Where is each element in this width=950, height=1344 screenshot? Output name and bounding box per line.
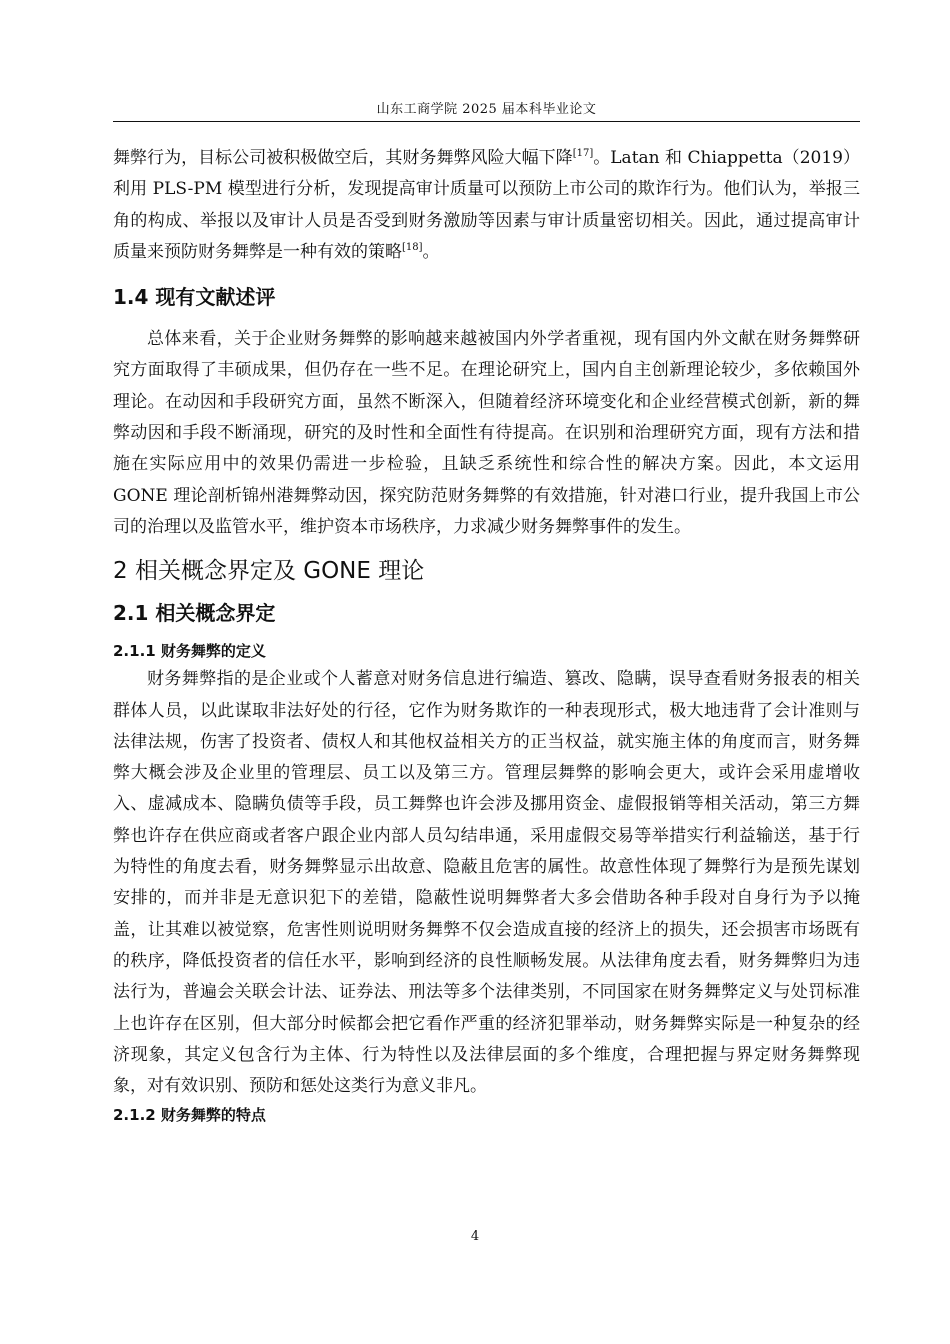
intro-paragraph [113,143,860,268]
intro-text-a: 舞弊行为，目标公司被积极做空后，其财务舞弊风险大幅下降 [113,148,573,168]
intro-text-b: 。Latan 和 Chiappetta（2019）利用 PLS-PM 模型进行分析，发现提高审计质量可以预防上市公司的欺诈行为。他们认为，举报三角的构成、举报以及审计人员是否受到财务激励等因素与审计质量密切相关。因此，通过提高审计质量来预防财务舞弊是一种有效的策略 [113,148,860,262]
section-2-1-1-heading: 2.1.1 财务舞弊的定义 [113,642,266,661]
section-2-1-2-heading: 2.1.2 财务舞弊的特点 [113,1106,266,1125]
section-1-4-paragraph: 总体来看，关于企业财务舞弊的影响越来越被国内外学者重视，现有国内外文献在财务舞弊研究方面取得了丰硕成果，但仍存在一些不足。在理论研究上，国内自主创新理论较少，多依赖国外理论。在动因和手段研究方面，虽然不断深入，但随着经济环境变化和企业经营模式创新，新的舞弊动因和手段不断涌现，研究的及时性和全面性有待提高。在识别和治理研究方面，现有方法和措施在实际应用中的效果仍需进一步检验，且缺乏系统性和综合性的解决方案。因此，本文运用 GONE 理论剖析锦州港舞弊动因，探究防范财务舞弊的有效措施，针对港口行业，提升我国上市公司的治理以及监管水平，维护资本市场秩序，力求减少财务舞弊事件的发生。 [113,329,860,537]
section-1-4-heading: 1.4 现有文献述评 [113,285,276,310]
header-rule [113,121,860,122]
section-2-1-1-paragraph: 财务舞弊指的是企业或个人蓄意对财务信息进行编造、篡改、隐瞒，误导查看财务报表的相关群体人员，以此谋取非法好处的行径，它作为财务欺诈的一种表现形式，极大地违背了会计准则与法律法规，伤害了投资者、债权人和其他权益相关方的正当权益，就实施主体的角度而言，财务舞弊大概会涉及企业里的管理层、员工以及第三方。管理层舞弊的影响会更大，或许会采用虚增收入、虚减成本、隐瞒负债等手段，员工舞弊也许会涉及挪用资金、虚假报销等相关活动，第三方舞弊也许存在供应商或者客户跟企业内部人员勾结串通，采用虚假交易等举措实行利益输送，基于行为特性的角度去看，财务舞弊显示出故意、隐蔽且危害的属性。故意性体现了舞弊行为是预先谋划安排的，而并非是无意识犯下的差错，隐蔽性说明舞弊者大多会借助各种手段对自身行为予以掩盖，让其难以被觉察，危害性则说明财务舞弊不仅会造成直接的经济上的损失，还会损害市场既有的秩序，降低投资者的信任水平，影响到经济的良性顺畅发展。从法律角度去看，财务舞弊归为违法行为，普遍会关联会计法、证券法、刑法等多个法律类别，不同国家在财务舞弊定义与处罚标准上也许存在区别，但大部分时候都会把它看作严重的经济犯罪举动，财务舞弊实际是一种复杂的经济现象，其定义包含行为主体、行为特性以及法律层面的多个维度，合理把握与界定财务舞弊现象，对有效识别、预防和惩处这类行为意义非凡。 [113,669,860,1097]
intro-text-c: 。 [422,241,440,262]
running-header: 山东工商学院 2025 届本科毕业论文 [376,102,597,117]
citation-17: [17] [572,148,594,159]
page-number: 4 [470,1229,480,1244]
page-body [113,143,860,1126]
citation-18: [18] [402,241,423,253]
chapter-2-heading: 2 相关概念界定及 GONE 理论 [113,558,425,585]
section-2-1-heading: 2.1 相关概念界定 [113,601,276,626]
